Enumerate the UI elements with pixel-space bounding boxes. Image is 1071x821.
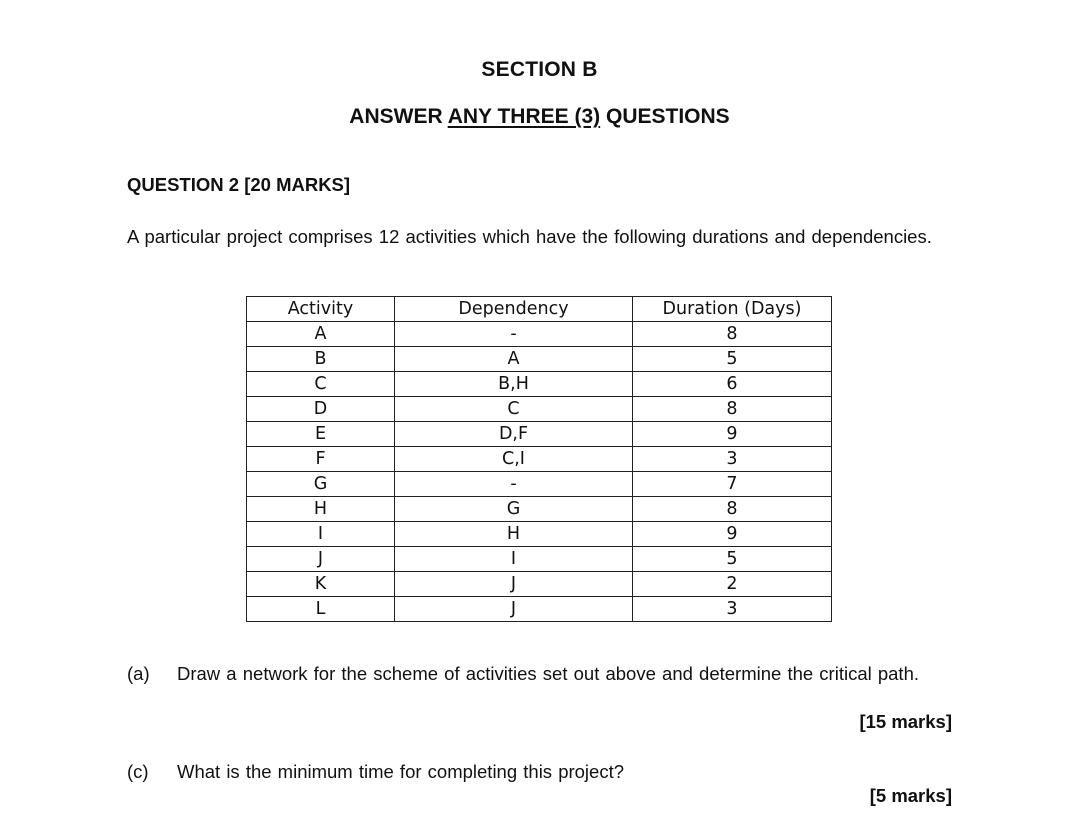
activity-cell: L [247, 597, 395, 622]
dependency-cell: - [395, 322, 633, 347]
table-row [247, 522, 832, 547]
table-row [247, 497, 832, 522]
duration-cell: 9 [633, 522, 832, 547]
activity-cell: I [247, 522, 395, 547]
duration-cell: 5 [633, 547, 832, 572]
duration-cell: 2 [633, 572, 832, 597]
dependency-cell: J [395, 597, 633, 622]
table-row [247, 472, 832, 497]
activity-cell: K [247, 572, 395, 597]
instruction-suffix: QUESTIONS [600, 105, 730, 128]
table-row [247, 322, 832, 347]
question-heading: QUESTION 2 [20 MARKS] [127, 174, 351, 195]
activity-cell: G [247, 472, 395, 497]
activity-cell: F [247, 447, 395, 472]
dependency-cell: C,I [395, 447, 633, 472]
duration-cell: 8 [633, 497, 832, 522]
instruction-underlined: ANY THREE (3) [447, 105, 601, 128]
part-a-label: (a) [127, 663, 150, 684]
duration-cell: 8 [633, 397, 832, 422]
dependency-cell: H [395, 522, 633, 547]
question-intro: A particular project comprises 12 activities which have the following durations and dependencies. [127, 226, 932, 247]
duration-cell: 8 [633, 322, 832, 347]
dependency-cell: J [395, 572, 633, 597]
table-header-row [247, 297, 832, 322]
instruction-heading [0, 105, 1071, 129]
activity-cell: C [247, 372, 395, 397]
duration-cell: 7 [633, 472, 832, 497]
duration-cell: 5 [633, 347, 832, 372]
table-row [247, 372, 832, 397]
table-row [247, 547, 832, 572]
activity-cell: D [247, 397, 395, 422]
duration-cell: 6 [633, 372, 832, 397]
table-row [247, 597, 832, 622]
dependency-cell: I [395, 547, 633, 572]
duration-cell: 9 [633, 422, 832, 447]
part-c-text: What is the minimum time for completing this project? [177, 761, 625, 782]
activity-cell: J [247, 547, 395, 572]
dependency-cell: C [395, 397, 633, 422]
table-row [247, 422, 832, 447]
dependency-cell: A [395, 347, 633, 372]
part-a-text: Draw a network for the scheme of activities set out above and determine the critical path. [177, 663, 920, 684]
duration-cell: 3 [633, 597, 832, 622]
header-activity: Activity [247, 297, 395, 322]
header-dependency: Dependency [395, 297, 633, 322]
table-row [247, 447, 832, 472]
part-c-label: (c) [127, 761, 149, 782]
activity-cell: A [247, 322, 395, 347]
activity-table [246, 296, 832, 622]
table-row [247, 397, 832, 422]
dependency-cell: B,H [395, 372, 633, 397]
dependency-cell: D,F [395, 422, 633, 447]
header-duration: Duration (Days) [633, 297, 832, 322]
activity-cell: B [247, 347, 395, 372]
part-a-marks: [15 marks] [859, 711, 952, 732]
part-c-marks: [5 marks] [869, 785, 952, 806]
table-row [247, 572, 832, 597]
section-title: SECTION B [481, 58, 598, 81]
table-body [247, 322, 832, 622]
instruction-prefix: ANSWER [349, 105, 448, 128]
duration-cell: 3 [633, 447, 832, 472]
activity-cell: E [247, 422, 395, 447]
activity-cell: H [247, 497, 395, 522]
table-row [247, 347, 832, 372]
dependency-cell: G [395, 497, 633, 522]
dependency-cell: - [395, 472, 633, 497]
